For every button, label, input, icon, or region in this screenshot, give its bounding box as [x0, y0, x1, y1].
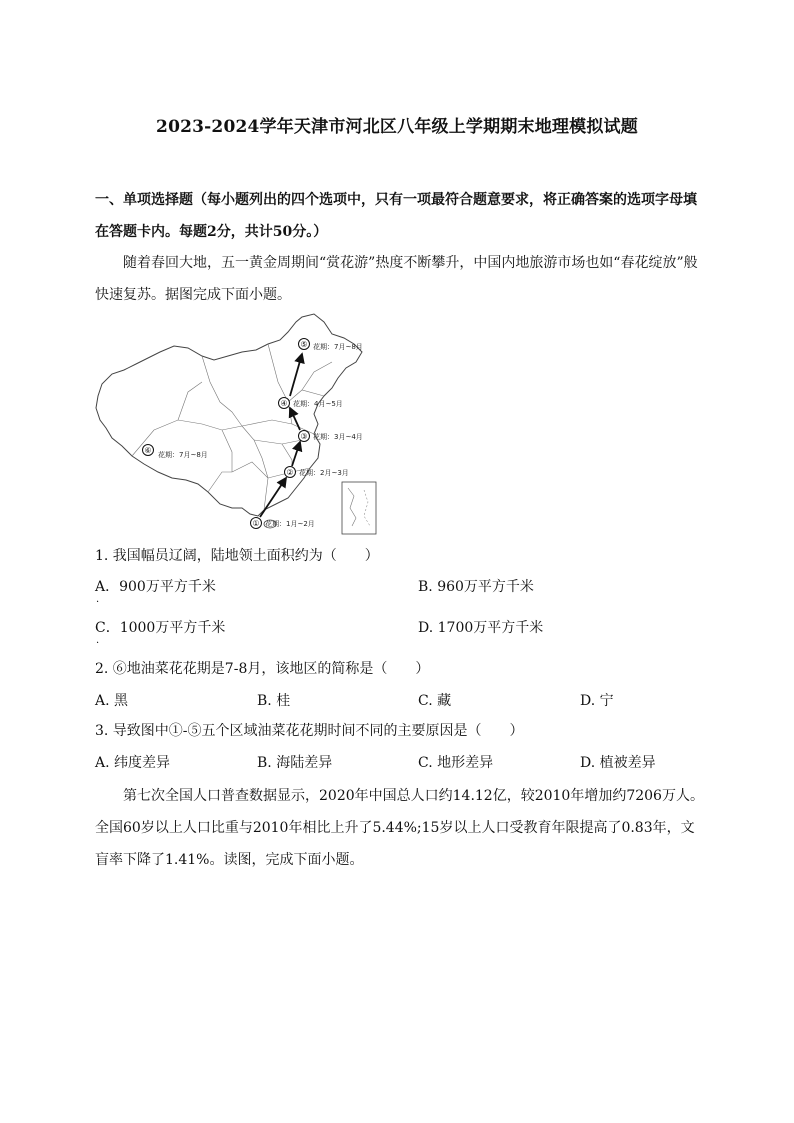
question-2-option-b[interactable]: B. 桂 [257, 693, 291, 709]
question-3-option-b[interactable]: B. 海陆差异 [257, 755, 333, 771]
china-map-svg [92, 312, 392, 537]
map-marker-4-num: ④ [280, 399, 288, 408]
section-heading-line2: 在答题卡内。每题2分，共计50分。） [95, 224, 328, 240]
map-marker-5-label: 花期：7月~8月 [313, 343, 363, 351]
map-marker-1-num: ① [252, 519, 260, 528]
question-2-stem: 2. ⑥地油菜花花期是7-8月，该地区的简称是（ ） [95, 661, 430, 677]
intro-paragraph-2 [95, 780, 707, 876]
south-china-sea-inset [342, 482, 376, 534]
map-marker-3 [299, 431, 363, 442]
question-3-stem: 3. 导致图中①-⑤五个区域油菜花花期时间不同的主要原因是（ ） [95, 723, 524, 739]
question-2-option-a[interactable]: A. 黑 [95, 693, 129, 709]
china-map-figure [92, 312, 392, 537]
question-3-option-a[interactable]: A. 纬度差异 [95, 755, 171, 771]
section-heading-line1: 一、单项选择题（每小题列出的四个选项中，只有一项最符合题意要求，将正确答案的选项字母填 [95, 192, 697, 208]
map-marker-6-num: ⑥ [144, 446, 152, 455]
question-2-option-c[interactable]: C. 藏 [418, 693, 452, 709]
map-marker-1-label: 花期：1月~2月 [265, 520, 315, 528]
question-1-option-a[interactable]: A．900万平方千米 [95, 579, 216, 595]
intro-paragraph-1 [95, 247, 707, 311]
map-marker-4-label: 花期：4月~5月 [293, 400, 343, 408]
map-marker-6 [143, 445, 208, 460]
map-marker-3-label: 花期：3月~4月 [313, 433, 363, 441]
map-marker-5-num: ⑤ [300, 340, 308, 349]
intro-2-line3: 盲率下降了1.41%。读图，完成下面小题。 [95, 852, 364, 868]
map-marker-2-label: 花期：2月~3月 [299, 469, 349, 477]
map-marker-2-num: ② [286, 468, 294, 477]
intro-2-line1: 第七次全国人口普查数据显示，2020年中国总人口约14.12亿，较2010年增加约7206万人。 [123, 788, 704, 804]
map-marker-4 [279, 398, 343, 409]
question-2-option-d[interactable]: D. 宁 [580, 693, 614, 709]
map-marker-6-label: 花期：7月~8月 [158, 451, 208, 459]
question-3-option-d[interactable]: D. 植被差异 [580, 755, 656, 771]
question-3-option-c[interactable]: C. 地形差异 [418, 755, 494, 771]
section-heading [95, 184, 707, 248]
intro-2-line2: 全国60岁以上人口比重与2010年相比上升了5.44%;15岁以上人口受教育年限提高了0.83年，文 [95, 820, 695, 836]
question-1-stem: 1. 我国幅员辽阔，陆地领土面积约为（ ） [95, 548, 379, 564]
map-marker-5 [299, 339, 363, 352]
question-1-option-d[interactable]: D. 1700万平方千米 [418, 620, 544, 636]
question-1-option-b[interactable]: B. 960万平方千米 [418, 579, 534, 595]
map-marker-3-num: ③ [300, 432, 308, 441]
intro-1-line2: 快速复苏。据图完成下面小题。 [95, 287, 291, 303]
question-1-option-c[interactable]: C．1000万平方千米 [95, 620, 226, 636]
page-title: 2023-2024学年天津市河北区八年级上学期期末地理模拟试题 [156, 117, 638, 137]
intro-1-line1: 随着春回大地，五一黄金周期间“赏花游”热度不断攀升，中国内地旅游市场也如“春花绽放”般 [123, 255, 698, 271]
map-marker-2 [285, 467, 349, 478]
province-borders [132, 344, 332, 510]
option-a-mark: · [96, 597, 100, 608]
option-c-mark: · [96, 638, 100, 649]
map-marker-1 [251, 518, 315, 529]
